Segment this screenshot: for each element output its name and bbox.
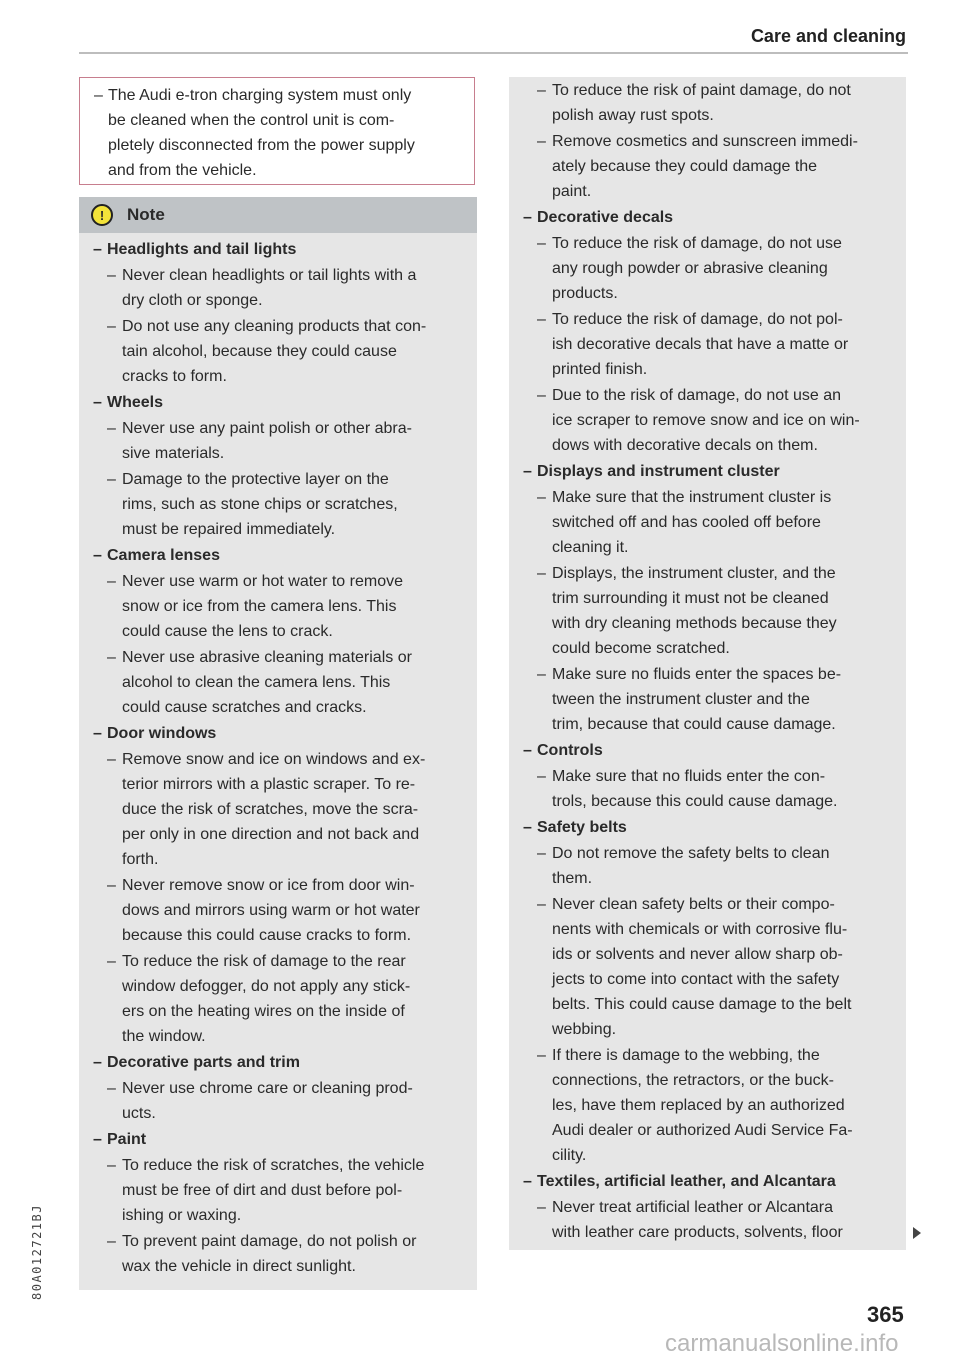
section-heading (509, 815, 906, 840)
bullet-dash: – (537, 235, 546, 252)
text-line: the window. (122, 1028, 206, 1045)
section-heading (79, 1050, 477, 1075)
list-item (509, 231, 906, 306)
bullet-dash: – (107, 1233, 116, 1250)
section-heading (509, 738, 906, 763)
bullet-dash: – (537, 896, 546, 913)
section-heading (79, 237, 477, 262)
list-item (79, 1153, 477, 1228)
text-line: Never remove snow or ice from door win- (122, 877, 415, 894)
text-line: duce the risk of scratches, move the scra- (122, 801, 419, 818)
list-item (79, 416, 477, 466)
list-item (79, 949, 477, 1049)
bullet-dash: – (537, 666, 546, 683)
text-line: Never clean headlights or tail lights with a (122, 267, 417, 284)
text-line: Never treat artificial leather or Alcantara (552, 1199, 834, 1216)
text-line: window defogger, do not apply any stick- (122, 978, 411, 995)
list-item (79, 747, 477, 872)
text-line: ers on the heating wires on the inside of (122, 1003, 405, 1020)
note-box (79, 197, 477, 1290)
bullet-dash: – (93, 547, 102, 564)
text-line: ish decorative decals that have a matte or (552, 336, 849, 353)
list-item (509, 561, 906, 661)
text-line: To reduce the risk of damage, do not use (552, 235, 842, 252)
bullet-dash: – (537, 1047, 546, 1064)
page-header (79, 22, 908, 54)
bullet-dash: – (537, 565, 546, 582)
text-line: Safety belts (537, 819, 627, 836)
list-item (509, 764, 906, 814)
bullet-dash: – (107, 573, 116, 590)
text-line: printed finish. (552, 361, 648, 378)
bullet-dash: – (107, 649, 116, 666)
text-line: dows with decorative decals on them. (552, 437, 818, 454)
list-item (509, 841, 906, 891)
text-line: with leather care products, solvents, floor (552, 1224, 843, 1241)
page-number: 365 (867, 1302, 904, 1327)
bullet-dash: – (93, 725, 102, 742)
text-line: Damage to the protective layer on the (122, 471, 389, 488)
bullet-dash: – (93, 241, 102, 258)
text-line: Do not remove the safety belts to clean (552, 845, 830, 862)
section-heading (509, 205, 906, 230)
text-line: ids or solvents and never allow sharp ob- (552, 946, 843, 963)
bullet-dash: – (107, 471, 116, 488)
bullet-dash: – (523, 463, 532, 480)
text-line: Decorative decals (537, 209, 674, 226)
text-line: Paint (107, 1131, 147, 1148)
bullet-dash: – (523, 209, 532, 226)
text-line: could cause scratches and cracks. (122, 699, 367, 716)
bullet-dash: – (537, 133, 546, 150)
text-line: must be free of dirt and dust before pol- (122, 1182, 403, 1199)
bullet-dash: – (537, 845, 546, 862)
bullet-dash: – (537, 1199, 546, 1216)
text-line: ucts. (122, 1105, 156, 1122)
text-line: Controls (537, 742, 603, 759)
text-line: Remove snow and ice on windows and ex- (122, 751, 426, 768)
list-item (509, 892, 906, 1042)
text-line: sive materials. (122, 445, 225, 462)
text-line: pletely disconnected from the power supply (108, 137, 415, 154)
text-line: Camera lenses (107, 547, 220, 564)
text-line: switched off and has cooled off before (552, 514, 821, 531)
bullet-dash: – (93, 394, 102, 411)
note-header (79, 197, 477, 233)
watermark: carmanualsonline.info (665, 1330, 899, 1357)
text-line: To reduce the risk of scratches, the vehicle (122, 1157, 425, 1174)
text-line: could cause the lens to crack. (122, 623, 333, 640)
list-item (79, 263, 477, 313)
text-line: products. (552, 285, 618, 302)
text-line: Make sure no fluids enter the spaces be- (552, 666, 842, 683)
note-title: Note (127, 205, 165, 224)
text-line: terior mirrors with a plastic scraper. To re- (122, 776, 416, 793)
list-item (79, 873, 477, 948)
list-item (80, 83, 474, 183)
text-line: cility. (552, 1147, 587, 1164)
text-line: paint. (552, 183, 592, 200)
text-line: tain alcohol, because they could cause (122, 343, 397, 360)
list-item (79, 1076, 477, 1126)
bullet-dash: – (107, 953, 116, 970)
list-item (79, 645, 477, 720)
text-line: them. (552, 870, 593, 887)
section-heading (79, 543, 477, 568)
text-line: The Audi e-tron charging system must only (108, 87, 412, 104)
text-line: be cleaned when the control unit is com- (108, 112, 395, 129)
bullet-dash: – (107, 877, 116, 894)
list-item (79, 467, 477, 542)
bullet-dash: – (537, 489, 546, 506)
text-line: To reduce the risk of damage, do not pol- (552, 311, 843, 328)
bullet-dash: – (537, 387, 546, 404)
text-line: dry cloth or sponge. (122, 292, 263, 309)
text-line: any rough powder or abrasive cleaning (552, 260, 828, 277)
bullet-dash: – (523, 1173, 532, 1190)
list-item (509, 1195, 906, 1245)
bullet-dash: – (107, 1157, 116, 1174)
bullet-dash: – (107, 420, 116, 437)
text-line: Make sure that no fluids enter the con- (552, 768, 826, 785)
section-title: Care and cleaning (750, 26, 906, 46)
text-line: because this could cause cracks to form. (122, 927, 412, 944)
text-line: Make sure that the instrument cluster is (552, 489, 832, 506)
list-item (509, 129, 906, 204)
text-line: per only in one direction and not back and (122, 826, 420, 843)
warning-box (79, 77, 475, 185)
list-item (509, 78, 906, 128)
text-line: Door windows (107, 725, 217, 742)
text-line: Never clean safety belts or their compo- (552, 896, 835, 913)
text-line: tween the instrument cluster and the (552, 691, 810, 708)
text-line: cleaning it. (552, 539, 629, 556)
text-line: ishing or waxing. (122, 1207, 242, 1224)
section-heading (79, 721, 477, 746)
document-code: 80A012721BJ (30, 1204, 44, 1300)
right-column-box (509, 77, 906, 1250)
text-line: trols, because this could cause damage. (552, 793, 838, 810)
text-line: ice scraper to remove snow and ice on win- (552, 412, 860, 429)
bullet-dash: – (537, 311, 546, 328)
text-line: Do not use any cleaning products that con- (122, 318, 427, 335)
bullet-dash: – (93, 1054, 102, 1071)
text-line: trim surrounding it must not be cleaned (552, 590, 829, 607)
text-line: forth. (122, 851, 159, 868)
exclamation-circle-icon: ! (91, 204, 113, 226)
section-heading (79, 390, 477, 415)
bullet-dash: – (107, 1080, 116, 1097)
section-heading (509, 1169, 906, 1194)
text-line: Textiles, artificial leather, and Alcantara (537, 1173, 836, 1190)
text-line: nents with chemicals or with corrosive flu- (552, 921, 848, 938)
text-line: connections, the retractors, or the buck- (552, 1072, 834, 1089)
section-heading (509, 459, 906, 484)
text-line: Never use warm or hot water to remove (122, 573, 403, 590)
text-line: Wheels (107, 394, 164, 411)
text-line: snow or ice from the camera lens. This (122, 598, 397, 615)
text-line: polish away rust spots. (552, 107, 714, 124)
text-line: cracks to form. (122, 368, 227, 385)
list-item (79, 1229, 477, 1279)
bullet-dash: – (94, 87, 103, 104)
bullet-dash: – (523, 819, 532, 836)
text-line: Displays and instrument cluster (537, 463, 780, 480)
text-line: ately because they could damage the (552, 158, 818, 175)
text-line: Never use abrasive cleaning materials or (122, 649, 412, 666)
bullet-dash: – (107, 267, 116, 284)
text-line: rims, such as stone chips or scratches, (122, 496, 398, 513)
text-line: Displays, the instrument cluster, and the (552, 565, 836, 582)
bullet-dash: – (537, 82, 546, 99)
note-content (79, 233, 477, 1279)
list-item (509, 307, 906, 382)
text-line: dows and mirrors using warm or hot water (122, 902, 420, 919)
text-line: Never use chrome care or cleaning prod- (122, 1080, 413, 1097)
text-line: Decorative parts and trim (107, 1054, 300, 1071)
text-line: wax the vehicle in direct sunlight. (122, 1258, 356, 1275)
list-item (509, 662, 906, 737)
text-line: To prevent paint damage, do not polish or (122, 1233, 417, 1250)
text-line: Never use any paint polish or other abra- (122, 420, 412, 437)
text-line: trim, because that could cause damage. (552, 716, 836, 733)
continue-arrow-icon (913, 1227, 921, 1239)
text-line: webbing. (552, 1021, 617, 1038)
list-item (509, 383, 906, 458)
text-line: Remove cosmetics and sunscreen immedi- (552, 133, 858, 150)
list-item (79, 569, 477, 644)
text-line: belts. This could cause damage to the belt (552, 996, 852, 1013)
bullet-dash: – (93, 1131, 102, 1148)
text-line: Headlights and tail lights (107, 241, 297, 258)
bullet-dash: – (537, 768, 546, 785)
text-line: To reduce the risk of paint damage, do not (552, 82, 851, 99)
list-item (509, 1043, 906, 1168)
text-line: could become scratched. (552, 640, 730, 657)
text-line: Audi dealer or authorized Audi Service Fa- (552, 1122, 853, 1139)
text-line: and from the vehicle. (108, 162, 257, 179)
list-item (509, 485, 906, 560)
text-line: Due to the risk of damage, do not use an (552, 387, 842, 404)
text-line: alcohol to clean the camera lens. This (122, 674, 391, 691)
text-line: jects to come into contact with the safety (552, 971, 840, 988)
bullet-dash: – (107, 751, 116, 768)
text-line: les, have them replaced by an authorized (552, 1097, 845, 1114)
list-item (79, 314, 477, 389)
bullet-dash: – (523, 742, 532, 759)
text-line: with dry cleaning methods because they (552, 615, 837, 632)
section-heading (79, 1127, 477, 1152)
bullet-dash: – (107, 318, 116, 335)
text-line: must be repaired immediately. (122, 521, 336, 538)
text-line: To reduce the risk of damage to the rear (122, 953, 406, 970)
text-line: If there is damage to the webbing, the (552, 1047, 820, 1064)
